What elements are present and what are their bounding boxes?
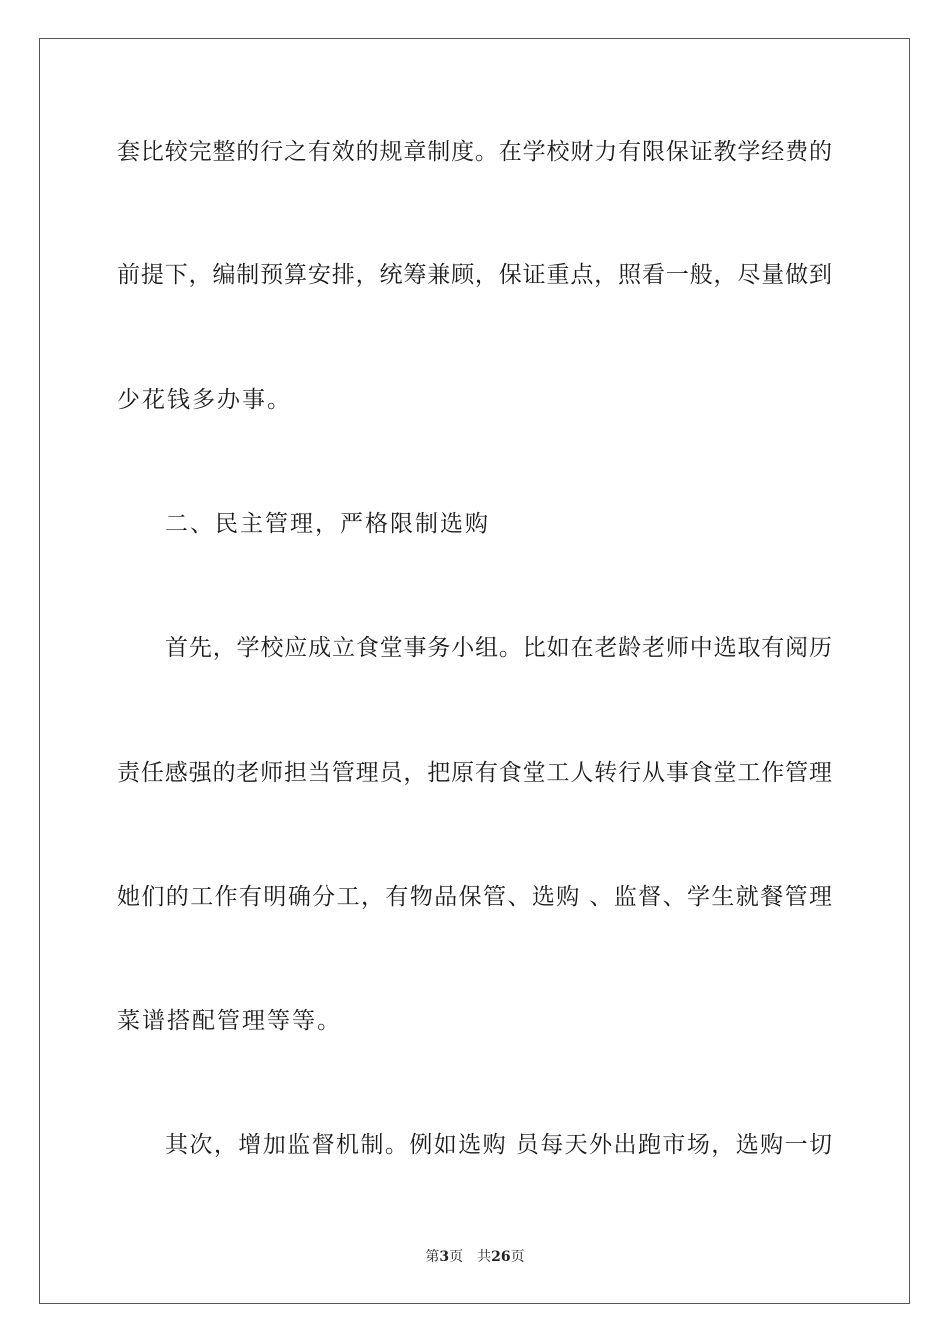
total-pages-number: 26: [491, 1249, 511, 1265]
page-suffix: 页: [449, 1249, 464, 1265]
page-border: [39, 38, 910, 1304]
body-text-line-6: 责任感强的老师担当管理员，把原有食堂工人转行从事食堂工作管理: [117, 760, 832, 786]
section-heading: 二、民主管理，严格限制选购: [165, 511, 490, 537]
body-text-line-9: 其次，增加监督机制。例如选购 员每天外出跑市场，选购一切: [165, 1132, 832, 1158]
body-text-line-8: 菜谱搭配管理等等。: [117, 1008, 342, 1034]
page-footer: [0, 1248, 950, 1266]
total-prefix: 共: [477, 1249, 492, 1265]
total-suffix: 页: [510, 1249, 525, 1265]
body-text-line-5: 首先，学校应成立食堂事务小组。比如在老龄老师中选取有阅历: [165, 635, 832, 661]
current-page-number: 3: [439, 1249, 450, 1265]
page-prefix: 第: [425, 1249, 440, 1265]
body-text-line-7: 她们的工作有明确分工，有物品保管、选购 、监督、学生就餐管理: [117, 884, 832, 910]
body-text-line-2: 前提下，编制预算安排，统筹兼顾，保证重点，照看一般，尽量做到: [117, 262, 832, 288]
body-text-line-1: 套比较完整的行之有效的规章制度。在学校财力有限保证教学经费的: [117, 139, 832, 165]
body-text-line-3: 少花钱多办事。: [117, 387, 292, 413]
